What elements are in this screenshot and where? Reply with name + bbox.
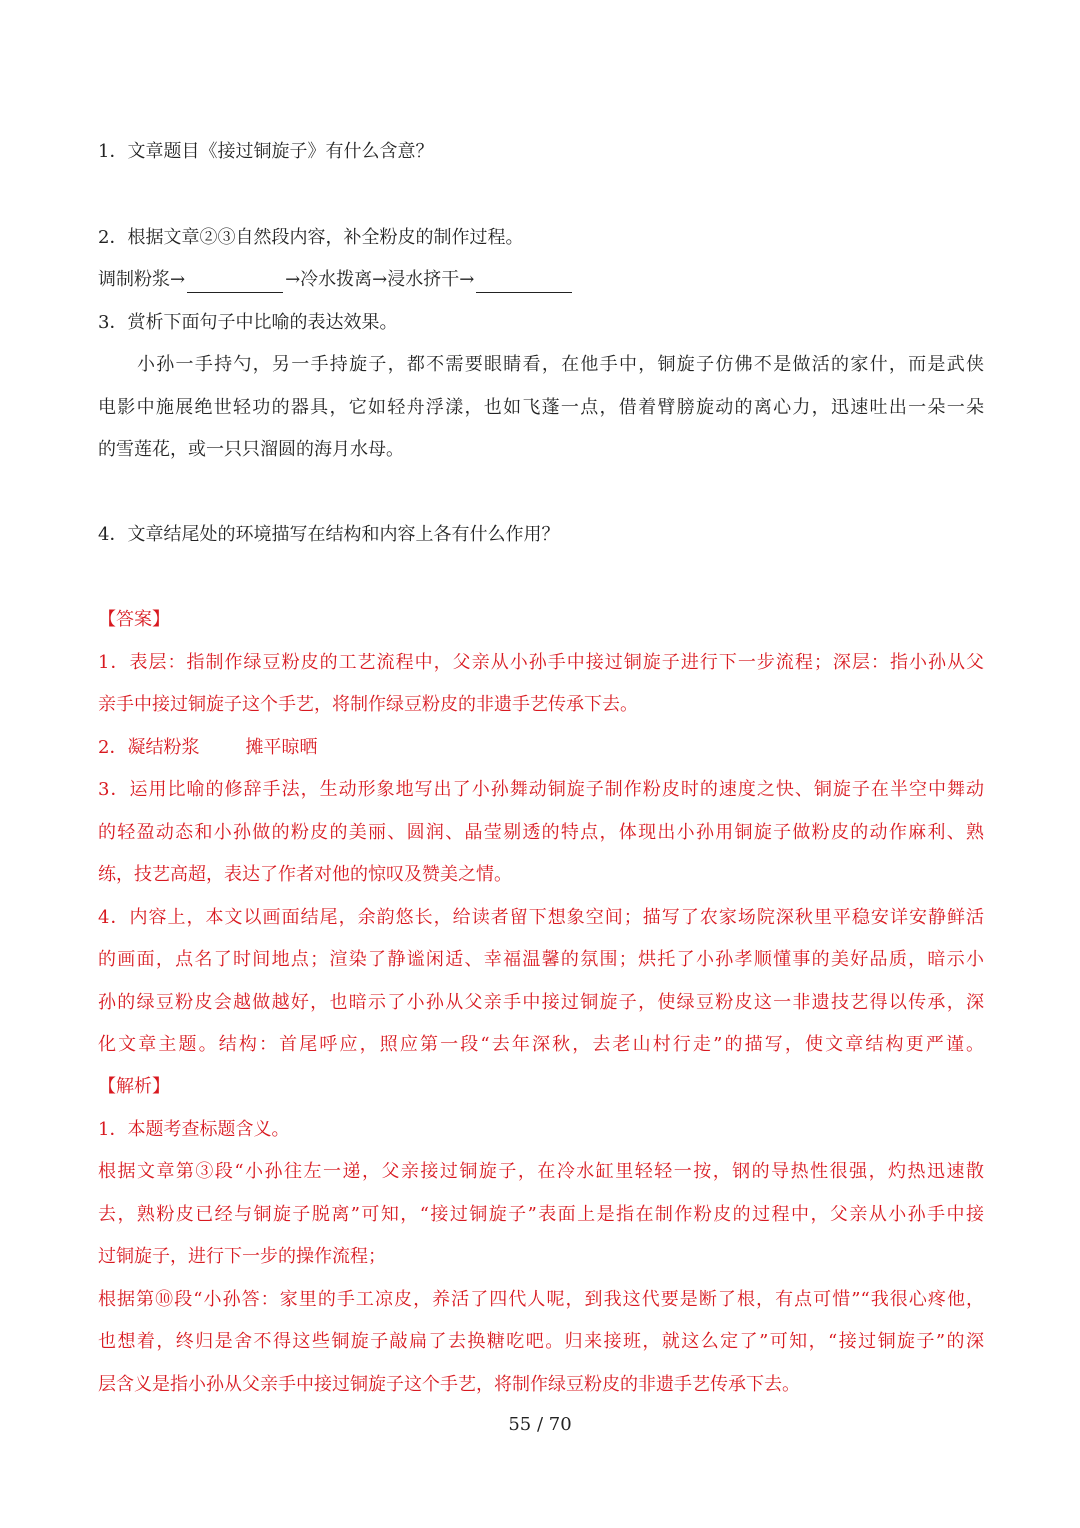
question-4: 4．文章结尾处的环境描写在结构和内容上各有什么作用？: [98, 524, 560, 545]
answer-2: [98, 735, 984, 761]
answer-1-line: 1．表层：指制作绿豆粉皮的工艺流程中，父亲从小孙手中接过铜旋子进行下一步流程；深层：指小孙从父: [98, 652, 984, 673]
question-3: 3．赏析下面句子中比喻的表达效果。: [98, 312, 398, 333]
answer-4-line: 的画面，点名了时间地点；渲染了静谧闲适、幸福温馨的氛围；烘托了小孙孝顺懂事的美好品质，暗示小: [98, 949, 984, 970]
analysis-para-2-line: 也想着，终归是舍不得这些铜旋子敲扁了去换糖吃吧。归来接班，就这么定了”可知，“接过铜旋子”的深: [98, 1331, 984, 1352]
analysis-para-1-line: 根据文章第③段“小孙往左一递，父亲接过铜旋子，在冷水缸里轻轻一按，钢的导热性很强，灼热迅速散: [98, 1161, 984, 1182]
answer-3-line: 的轻盈动态和小孙做的粉皮的美丽、圆润、晶莹剔透的特点，体现出小孙用铜旋子做粉皮的动作麻利、熟: [98, 822, 984, 843]
answer-blank-2: [476, 274, 572, 293]
question-1: 1．文章题目《接过铜旋子》有什么含意？: [98, 141, 434, 162]
q3-passage-line: 电影中施展绝世轻功的器具，它如轻舟浮漾，也如飞蓬一点，借着臂膀旋动的离心力，迅速吐出一朵一朵: [98, 397, 984, 418]
analysis-heading: 【解析】: [98, 1076, 170, 1097]
answer-4-line: 孙的绿豆粉皮会越做越好，也暗示了小孙从父亲手中接过铜旋子，使绿豆粉皮这一非遗技艺得以传承，深: [98, 992, 984, 1013]
analysis-para-2-line: 根据第⑩段“小孙答：家里的手工凉皮，养活了四代人呢，到我这代要是断了根，有点可惜”“我很心疼他，: [98, 1289, 984, 1310]
answer-1-line: 亲手中接过铜旋子这个手艺，将制作绿豆粉皮的非遗手艺传承下去。: [98, 694, 638, 715]
answers-heading: 【答案】: [98, 609, 170, 630]
analysis-item-1-title: 1．本题考查标题含义。: [98, 1119, 290, 1140]
answer-3-line: 3．运用比喻的修辞手法，生动形象地写出了小孙舞动铜旋子制作粉皮时的速度之快、铜旋子在半空中舞动: [98, 779, 984, 800]
analysis-para-1-line: 去，熟粉皮已经与铜旋子脱离”可知，“接过铜旋子”表面上是指在制作粉皮的过程中，父亲从小孙手中接: [98, 1204, 984, 1225]
answer-4-line: 化文章主题。结构：首尾呼应，照应第一段“去年深秋，去老山村行走”的描写，使文章结构更严谨。: [98, 1034, 984, 1055]
answer-4-line: 4．内容上，本文以画面结尾，余韵悠长，给读者留下想象空间；描写了农家场院深秋里平稳安详安静鲜活: [98, 907, 984, 928]
answer-3-line: 练，技艺高超，表达了作者对他的惊叹及赞美之情。: [98, 864, 512, 885]
answer-2-part-1: 2．凝结粉浆: [98, 737, 200, 758]
page-number: 55 / 70: [508, 1414, 572, 1435]
analysis-para-1-line: 过铜旋子，进行下一步的操作流程；: [98, 1246, 386, 1267]
analysis-para-2-line: 层含义是指小孙从父亲手中接过铜旋子这个手艺，将制作绿豆粉皮的非遗手艺传承下去。: [98, 1374, 800, 1395]
question-2-flow: [98, 267, 984, 293]
flow-step-1: 调制粉浆→: [98, 269, 186, 290]
answer-2-part-2: 摊平晾晒: [245, 737, 318, 758]
answer-blank-1: [187, 274, 283, 293]
flow-step-2: →冷水拨离→浸水挤干→: [285, 269, 475, 290]
q3-passage-line: 小孙一手持勺，另一手持旋子，都不需要眼睛看，在他手中，铜旋子仿佛不是做活的家什，而是武侠: [137, 354, 984, 375]
q3-passage-line: 的雪莲花，或一只只溜圆的海月水母。: [98, 439, 404, 460]
question-2: 2．根据文章②③自然段内容，补全粉皮的制作过程。: [98, 227, 524, 248]
